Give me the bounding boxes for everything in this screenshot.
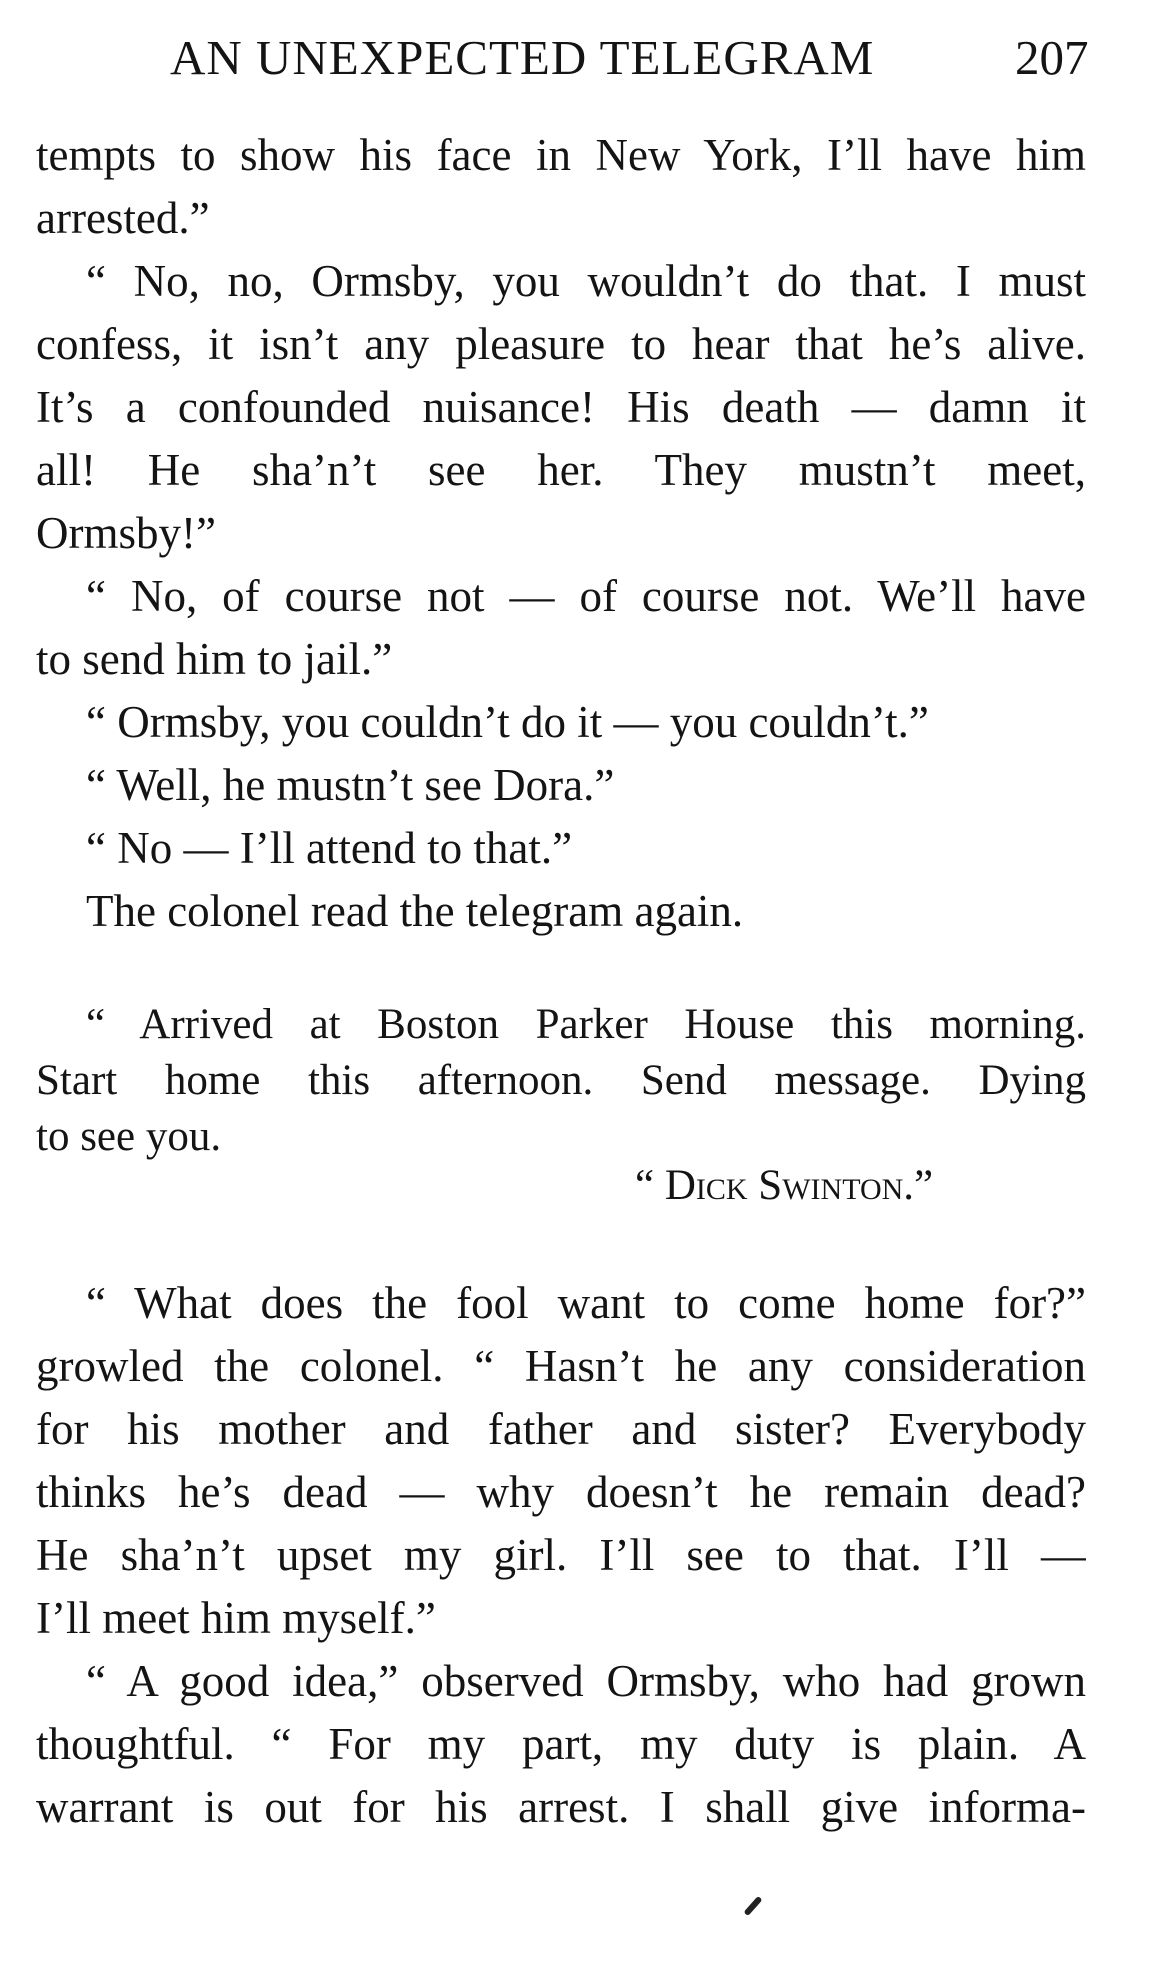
text-line: Ormsby!”: [36, 508, 216, 558]
text-line: “ What does the fool want to come home for?”: [86, 1278, 1086, 1328]
text-line: “ Ormsby, you couldn’t do it — you couldn’t.”: [86, 697, 929, 747]
text-line: “ A good idea,” observed Ormsby, who had grown: [86, 1656, 1086, 1706]
text-line: He sha’n’t upset my girl. I’ll see to that. I’ll —: [36, 1530, 1086, 1580]
text-line: “ Well, he mustn’t see Dora.”: [86, 760, 615, 810]
telegram-line: to see you.: [36, 1113, 222, 1160]
text-line: The colonel read the telegram again.: [86, 886, 744, 936]
text-line: tempts to show his face in New York, I’ll have him: [36, 130, 1086, 180]
text-line: growled the colonel. “ Hasn’t he any consideration: [36, 1341, 1086, 1391]
page-number: 207: [1015, 30, 1089, 85]
body-text-top: [36, 124, 1086, 943]
text-line: warrant is out for his arrest. I shall give informa-: [36, 1782, 1086, 1832]
telegram-line: Start home this afternoon. Send message. Dying: [36, 1057, 1086, 1104]
telegram-line: “ Arrived at Boston Parker House this morning.: [86, 1001, 1086, 1048]
telegram-signature: “ Dick Swinton.”: [635, 1162, 934, 1209]
ink-mark: [743, 1896, 762, 1916]
text-line: “ No — I’ll attend to that.”: [86, 823, 573, 873]
text-line: arrested.”: [36, 193, 210, 243]
text-line: thinks he’s dead — why doesn’t he remain dead?: [36, 1467, 1086, 1517]
text-line: all! He sha’n’t see her. They mustn’t meet,: [36, 445, 1086, 495]
text-line: I’ll meet him myself.”: [36, 1593, 436, 1643]
telegram-text: [36, 997, 1086, 1165]
text-line: to send him to jail.”: [36, 634, 393, 684]
text-line: “ No, no, Ormsby, you wouldn’t do that. I must: [86, 256, 1086, 306]
text-line: It’s a confounded nuisance! His death — damn it: [36, 382, 1086, 432]
body-text-bottom: [36, 1272, 1086, 1839]
text-line: confess, it isn’t any pleasure to hear that he’s alive.: [36, 319, 1086, 369]
text-line: for his mother and father and sister? Everybody: [36, 1404, 1086, 1454]
running-head: AN UNEXPECTED TELEGRAM: [170, 30, 875, 85]
text-line: “ No, of course not — of course not. We’ll have: [86, 571, 1086, 621]
text-line: thoughtful. “ For my part, my duty is plain. A: [36, 1719, 1086, 1769]
